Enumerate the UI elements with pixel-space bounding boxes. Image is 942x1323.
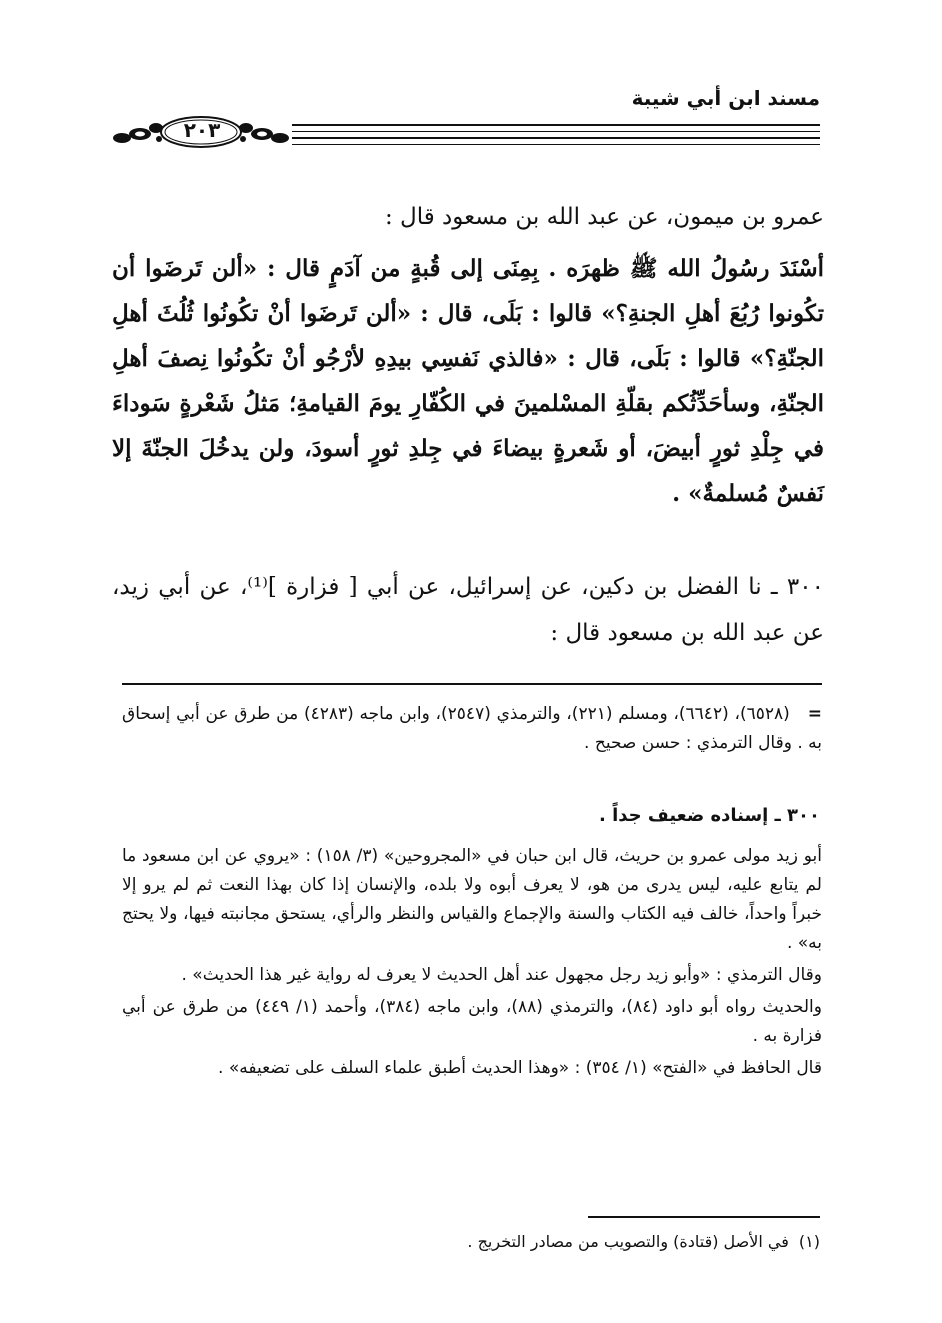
footnote-mark: (١) <box>798 1232 820 1251</box>
notes-continuation <box>122 700 822 758</box>
continuation-text: (٦٥٢٨)، (٦٦٤٢)، ومسلم (٢٢١)، والترمذي (٢٥٤٧)، وابن ماجه (٤٢٨٣) من طرق عن أبي إسحاق به . وقال الترمذي : حسن صحيح . <box>122 704 822 753</box>
note-paragraph: والحديث رواه أبو داود (٨٤)، والترمذي (٨٨)، وابن ماجه (٣٨٤)، وأحمد (١/ ٤٤٩) من طرق عن أبي فزارة به . <box>122 997 822 1046</box>
main-text-hadith-300 <box>112 564 824 656</box>
note-paragraph: أبو زيد مولى عمرو بن حريث، قال ابن حبان في «المجروحين» (٣/ ١٥٨) : «يروي عن ابن مسعود ما لم يتابع عليه، ليس يدرى من هو، لا يعرف أبوه ولا بلده، والإنسان إذا كان بهذا النعت ثم لم يرو إلا خبراً واحداً، خالف فيه الكتاب والسنة والإجماع والقياس والنظر والرأي، يستحق مجانبته فيها، ولا يحتج به» . <box>122 846 823 953</box>
note-paragraph: وقال الترمذي : «وأبو زيد رجل مجهول عند أهل الحديث لا يعرف له رواية غير هذا الحديث» . <box>181 965 822 985</box>
header-rule <box>292 144 820 145</box>
footnote <box>467 1232 820 1251</box>
book-title: مسند ابن أبي شيبة <box>631 86 820 110</box>
header-rule <box>292 124 820 126</box>
hadith-300-chain: ٣٠٠ ـ نا الفضل بن دكين، عن إسرائيل، عن أبي [ فزارة ]⁽¹⁾، عن أبي زيد، عن عبد الله بن مسعود قال : <box>112 574 824 646</box>
note-paragraph: قال الحافظ في «الفتح» (١/ ٣٥٤) : «وهذا الحديث أطبق علماء السلف على تضعيفه» . <box>218 1058 822 1078</box>
footnote-text: في الأصل (قتادة) والتصويب من مصادر التخريج . <box>467 1232 789 1251</box>
header-rule <box>292 131 820 132</box>
hadith-chain: عمرو بن ميمون، عن عبد الله بن مسعود قال : <box>384 204 824 230</box>
continuation-mark: = <box>807 704 823 724</box>
notes-separator <box>122 683 822 685</box>
header-rule <box>292 137 820 139</box>
note-heading: ٣٠٠ ـ إسناده ضعيف جداً . <box>598 805 820 826</box>
hadith-text: أسْنَدَ رسُولُ الله ﷺ ظهرَه . بِمِنَى إلى قُبةٍ من آدَمٍ قال : «ألن تَرضَوا أن تكُونوا رُبُعَ أهلِ الجنةِ؟» قالوا : بَلَى، قال : «ألن تَرضَوا أنْ تكُونُوا ثُلُثَ أهلِ الجنّةِ؟» قالوا : بَلَى، قال : «فالذي نَفسِي بيدِهِ لأرْجُو أنْ تكُونُوا نِصفَ أهلِ الجنّةِ، وسأحَدِّثُكم بقلّةِ المسْلمينَ في الكُفّارِ يومَ القيامةِ؛ مَثلُ شَعْرةٍ سَوداءَ في جِلْدِ ثورٍ أبيضَ، أو شَعرةٍ بيضاءَ في جِلدِ ثورٍ أسودَ، ولن يدخُلَ الجنّةَ إلا نَفسٌ مُسلمةٌ» . <box>112 255 824 507</box>
notes-commentary <box>122 842 822 1086</box>
main-text-hadith <box>112 246 824 516</box>
page-number: ٢٠٣ <box>183 118 221 142</box>
footnote-separator <box>588 1216 820 1218</box>
main-text-intro <box>112 194 824 240</box>
